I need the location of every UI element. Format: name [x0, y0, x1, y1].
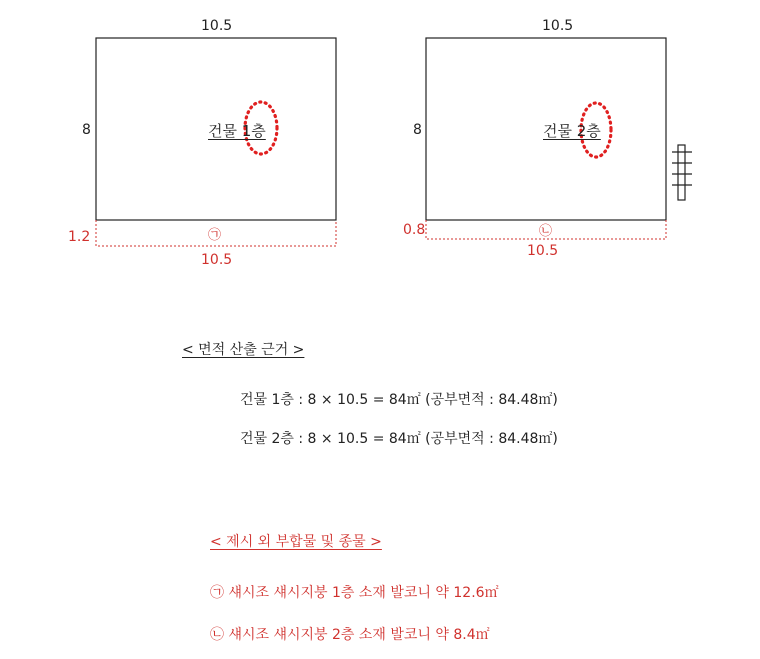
floor2-balcony-marker: ㉡ [539, 224, 553, 239]
floor1-height-label: 8 [82, 122, 91, 138]
floor1-balcony-depth-label: 1.2 [68, 229, 91, 245]
area-basis-line-1: 건물 1층 : 8 × 10.5 = 84㎡ (공부면적 : 84.48㎡) [240, 392, 558, 408]
floor2-balcony-width-label: 10.5 [527, 243, 559, 259]
area-basis-line-2: 건물 2층 : 8 × 10.5 = 84㎡ (공부면적 : 84.48㎡) [240, 431, 558, 447]
extras-item-2: ㉡ 섀시조 섀시지붕 2층 소재 발코니 약 8.4㎡ [210, 627, 490, 643]
floor1-building-label: 건물 1층 [208, 122, 266, 140]
floor1-balcony-marker: ㉠ [208, 228, 222, 243]
area-basis-heading: < 면적 산출 근거 > [182, 342, 305, 358]
floor1-top-width-label: 10.5 [201, 18, 233, 34]
floor2-height-label: 8 [413, 122, 422, 138]
floor1-balcony-width-label: 10.5 [201, 252, 233, 268]
staircase-symbol [672, 145, 692, 200]
extras-item-1: ㉠ 섀시조 섀시지붕 1층 소재 발코니 약 12.6㎡ [210, 585, 499, 601]
floor2-top-width-label: 10.5 [542, 18, 574, 34]
extras-heading: < 제시 외 부합물 및 종물 > [210, 534, 382, 550]
floor2-balcony-depth-label: 0.8 [403, 222, 426, 238]
floor2-building-label: 건물 2층 [543, 122, 601, 140]
